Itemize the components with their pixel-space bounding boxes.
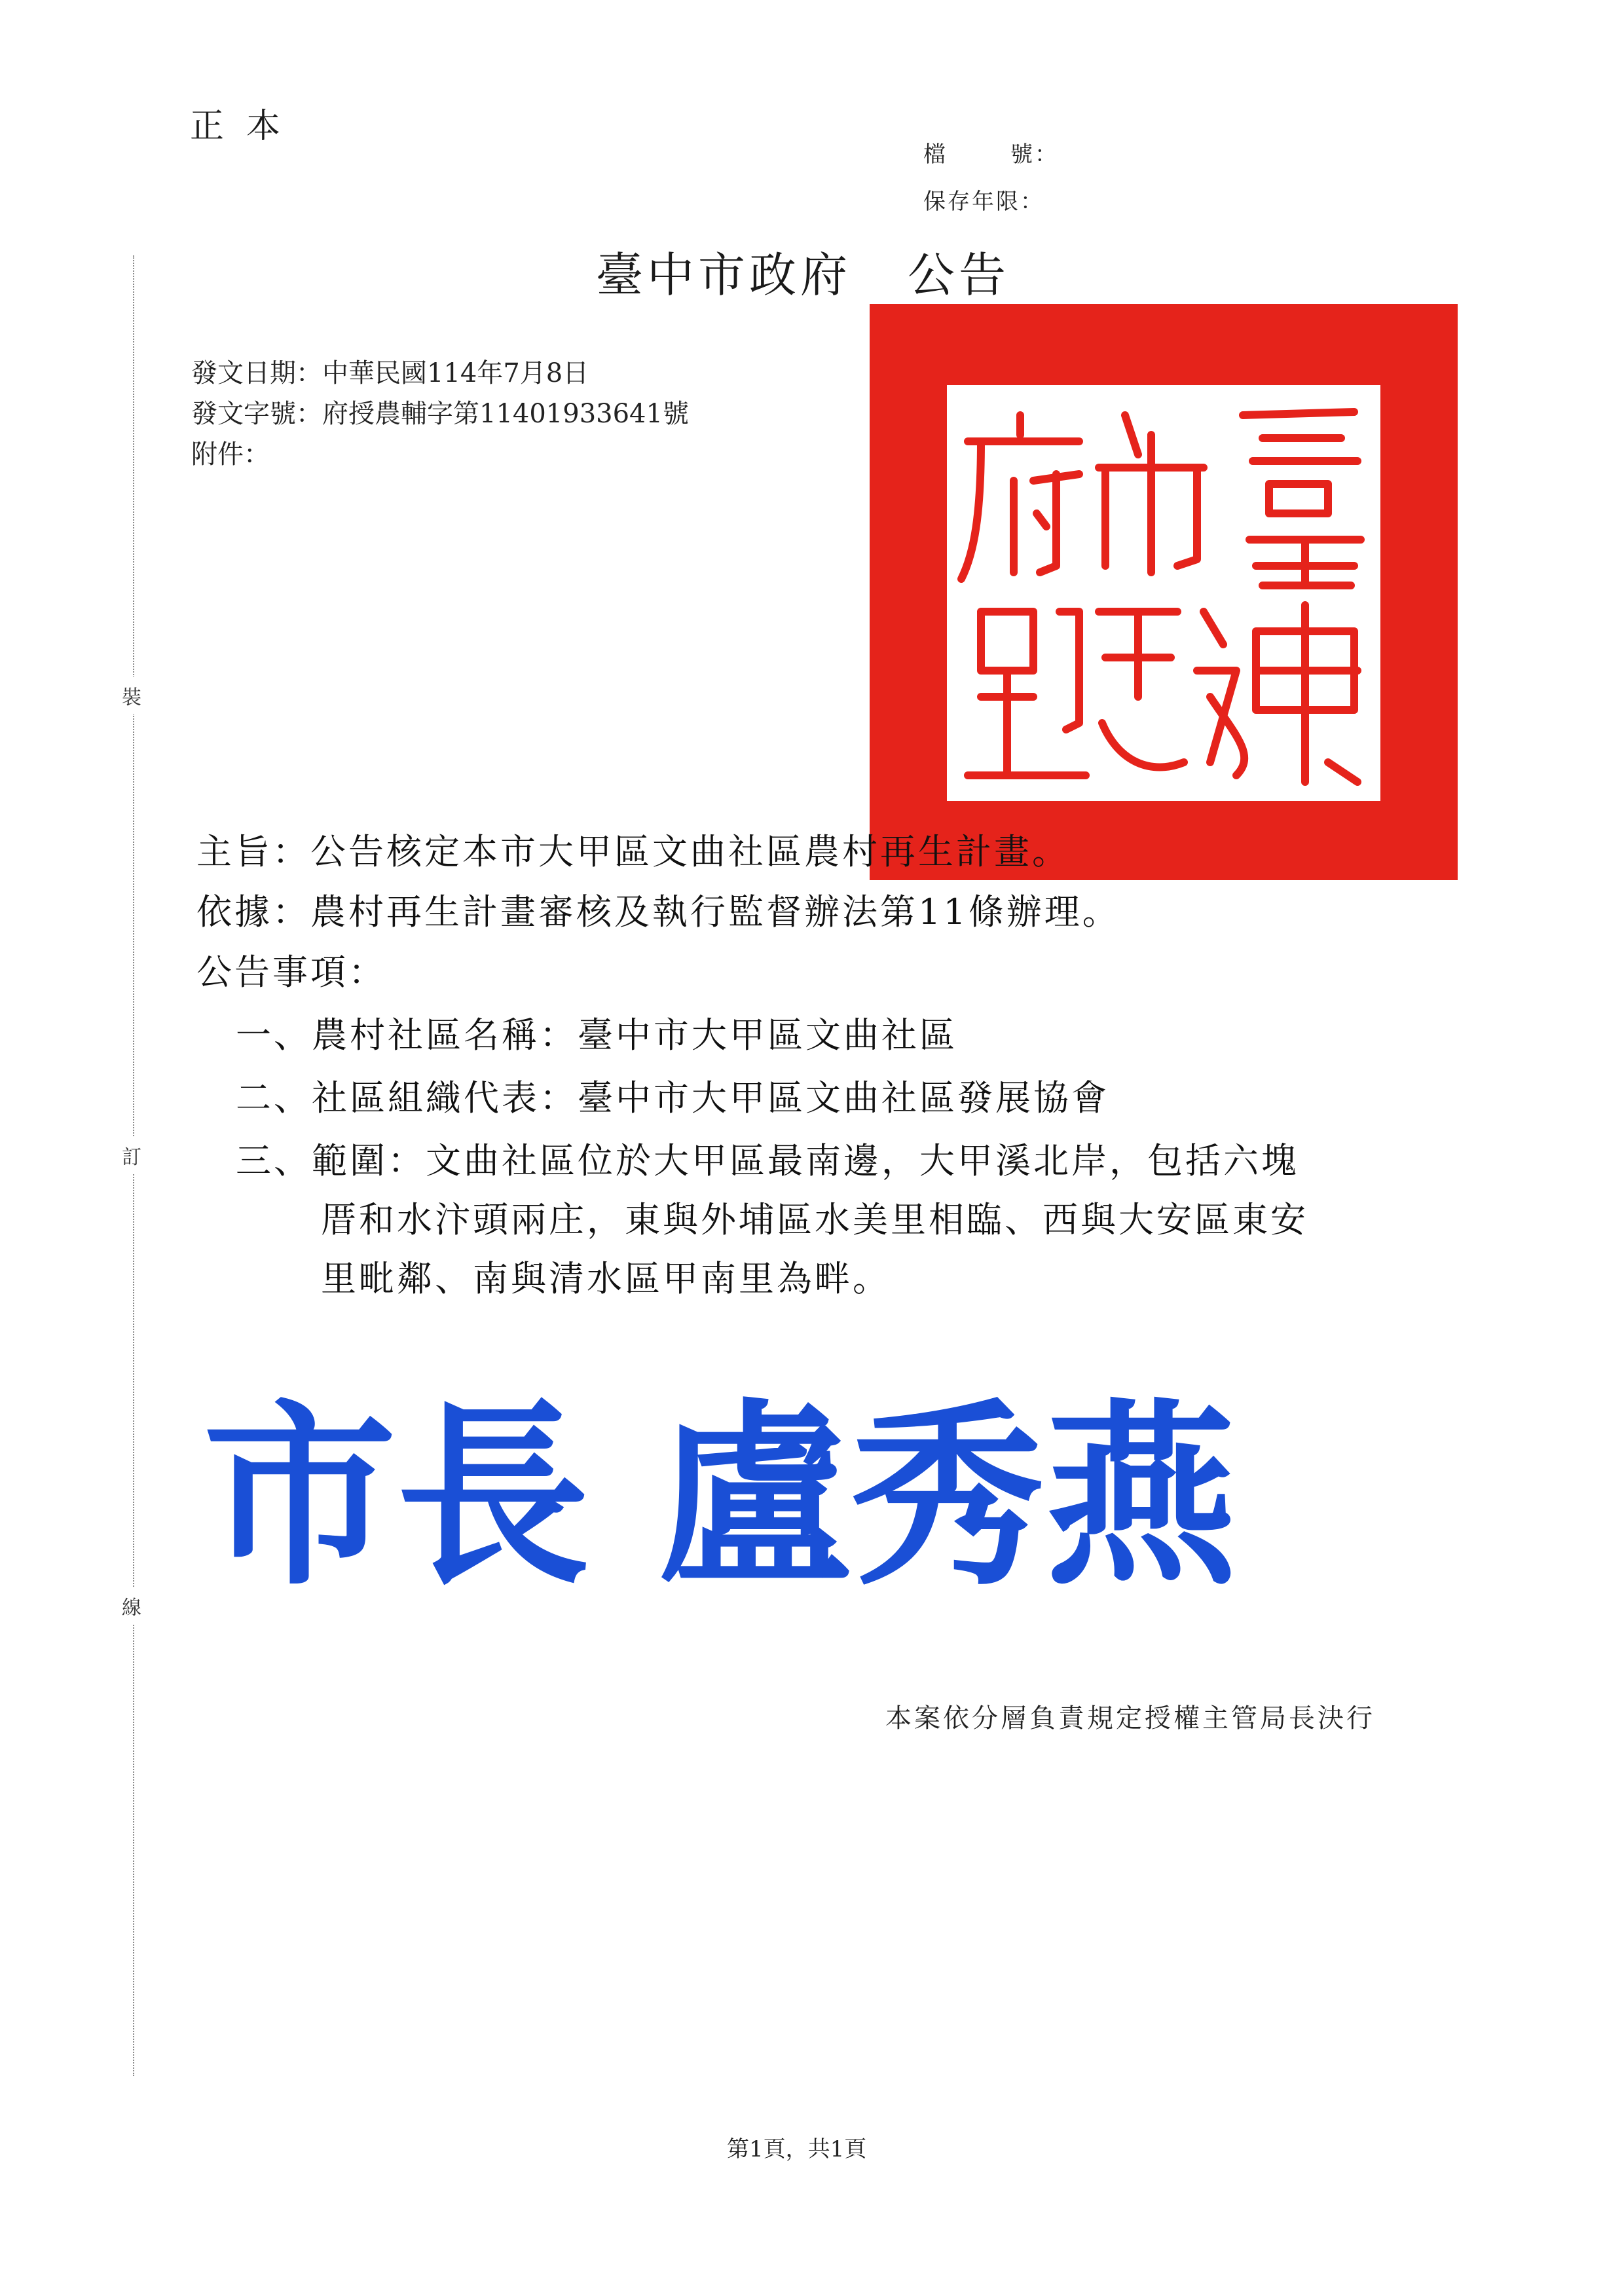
item-scope-line-3: 里毗鄰、南與清水區甲南里為畔。 xyxy=(321,1258,891,1299)
file-number-label-char: 檔 xyxy=(923,141,948,168)
page-number: 第1頁，共1頁 xyxy=(727,2136,867,2162)
document-type: 公告 xyxy=(908,248,1010,303)
retention-period-label: 保存年限： xyxy=(923,189,1044,215)
basis-line: 依據：農村再生計畫審核及執行監督辦法第11條辦理。 xyxy=(196,891,1120,933)
svg-text:市長 盧秀燕: 市長 盧秀燕 xyxy=(203,1380,1241,1612)
official-seal xyxy=(870,304,1458,880)
subject-line: 主旨：公告核定本市大甲區文曲社區農村再生計畫。 xyxy=(196,831,1070,872)
item-scope-line-1: 三、範圍：文曲社區位於大甲區最南邊，大甲溪北岸，包括六塊 xyxy=(236,1140,1299,1181)
binding-char-staple: 訂 xyxy=(122,1137,141,1174)
binding-char-bind: 裝 xyxy=(122,677,141,714)
issue-number: 發文字號：府授農輔字第11401933641號 xyxy=(191,399,689,429)
copy-mark: 正本 xyxy=(190,107,303,146)
item-organization: 二、社區組織代表：臺中市大甲區文曲社區發展協會 xyxy=(236,1077,1109,1119)
binding-char-line: 線 xyxy=(122,1587,141,1624)
file-number-label-char2: 號： xyxy=(1010,141,1059,168)
item-community-name: 一、農村社區名稱：臺中市大甲區文曲社區 xyxy=(236,1014,957,1056)
agency-name: 臺中市政府 xyxy=(596,248,852,303)
authorization-note: 本案依分層負責規定授權主管局長決行 xyxy=(885,1703,1375,1733)
document-title xyxy=(596,237,1010,305)
file-number-label xyxy=(923,136,1059,168)
items-heading: 公告事項： xyxy=(196,952,386,993)
item-scope-line-2: 厝和水汴頭兩庄，東與外埔區水美里相臨、西與大安區東安 xyxy=(321,1199,1308,1240)
issue-date: 發文日期：中華民國114年7月8日 xyxy=(191,358,589,388)
mayor-signature xyxy=(203,1349,1283,1624)
attachment-label: 附件： xyxy=(191,439,270,470)
